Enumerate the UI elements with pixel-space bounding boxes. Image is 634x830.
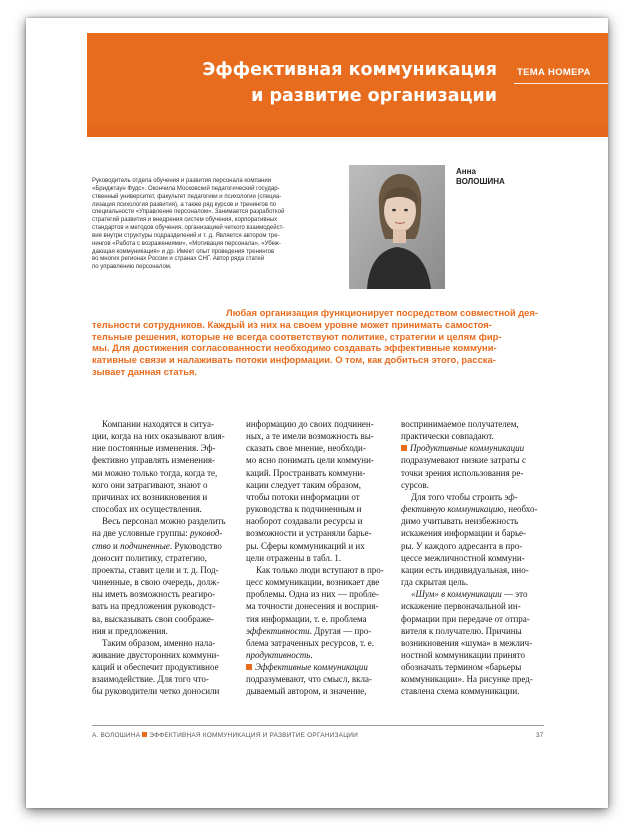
body-line: информацию до своих подчинен- <box>246 419 374 429</box>
bio-line: «Бриджтаун Фудс». Окончила Московский педагогический государ- <box>92 185 280 192</box>
body-column-1 <box>92 418 237 698</box>
body-line: кого они затрагивают, знают о <box>92 479 208 490</box>
body-line: искажение первоначальной ин- <box>401 601 521 612</box>
body-line: бы руководители четко доносили <box>92 686 220 697</box>
body-line: подразумевают, что смысл, вкла- <box>246 674 372 685</box>
body-line: возникновения «шума» в межлич- <box>401 637 533 648</box>
lead-line: зывает данная статья. <box>92 365 198 377</box>
body-line: Таким образом, именно нала- <box>102 637 216 648</box>
body-line: ми можно только тогда, когда те, <box>92 467 218 478</box>
body-line: сказать свое мнение, необходи- <box>246 443 366 454</box>
body-line: каций. Простраивать коммуни- <box>246 467 366 478</box>
body-line: подразумевают низкие затраты с <box>401 455 526 466</box>
section-tag-rule <box>514 83 608 84</box>
body-line: практически совпадают. <box>401 431 494 442</box>
footer-rule <box>92 725 544 726</box>
body-line: Компании находятся в ситуа- <box>102 419 214 429</box>
body-line: цесс коммуникации, возникает две <box>246 577 380 588</box>
article-title-line-1: Эффективная коммуникация <box>202 60 497 80</box>
body-line: каций и обеспечит продуктивное <box>92 662 219 673</box>
page-number: 37 <box>536 732 544 739</box>
body-line: ры. Сферы коммуникаций и их <box>246 540 365 551</box>
article-title-line-2: и развитие организации <box>251 86 497 106</box>
body-line: Весь персонал можно разделить <box>102 516 226 527</box>
footer-title: ЭФФЕКТИВНАЯ КОММУНИКАЦИЯ И РАЗВИТИЕ ОРГАНИЗАЦИИ <box>149 732 358 739</box>
body-line: формации при передаче от отпра- <box>401 613 530 624</box>
lead-line: Любая организация функционирует посредством совместной дея- <box>226 307 538 318</box>
body-column-3 <box>401 418 546 698</box>
body-line: ма точности донесения и восприя- <box>246 601 379 612</box>
body-line: мо ясно понимать цели коммуни- <box>246 455 374 466</box>
body-line: Для того чтобы строить эф- <box>411 491 518 502</box>
body-line: продуктивность. <box>246 649 313 660</box>
body-line: сурсов. <box>401 479 429 490</box>
author-bio <box>92 178 342 272</box>
body-line: ния и предложения. <box>92 625 168 636</box>
article-lead <box>92 307 538 378</box>
body-line: димо учитывать неизбежность <box>401 516 519 527</box>
body-line: руководства к подчиненным и <box>246 504 362 515</box>
body-line: вителя к получателю. Причины <box>401 625 522 636</box>
title-banner <box>87 33 608 137</box>
body-line: эффективности. Другая — про- <box>246 625 372 636</box>
body-line: ции, когда на них оказывают влия- <box>92 431 225 442</box>
lead-line: тельности сотрудников. Каждый из них на своем уровне может принимать самостоя- <box>92 318 492 330</box>
footer-separator <box>142 732 147 737</box>
bio-line: во многих регионах России и странах СНГ. Автор ряда статей <box>92 256 265 263</box>
body-line: способах их осуществления. <box>92 504 202 515</box>
bio-line: лизация психология развития), а также ряд курсов и тренингов по <box>92 201 277 208</box>
author-last-name: ВОЛОШИНА <box>456 177 505 186</box>
body-line: доносит политику, стратегию, <box>92 552 207 563</box>
body-line: взаимодействие. Для того что- <box>92 674 209 685</box>
body-line: искажения информации и барье- <box>401 528 527 539</box>
body-line: воспринимаемое получателем, <box>401 419 519 429</box>
article-title <box>97 57 497 109</box>
body-line: дываемый автором, и значение, <box>246 686 367 697</box>
bio-line: стратегий развития и внедрения систем обучения, корпоративных <box>92 217 278 224</box>
body-line: блема затраченных ресурсов, т. е. <box>246 637 375 648</box>
bio-line: специальности «Управление персоналом». Занимается разработкой <box>92 209 285 216</box>
body-line: гда скрытая цель. <box>401 577 469 588</box>
author-photo <box>349 165 445 289</box>
body-line: фективную коммуникацию, необхо- <box>401 504 538 515</box>
body-line: фективно управлять изменения- <box>92 455 216 466</box>
body-line: Как только люди вступают в про- <box>256 564 384 575</box>
bio-line: нингов «Работа с возражениями», «Мотивация персонала», «Убеж- <box>92 240 281 247</box>
body-line: ние постоянные изменения. Эф- <box>92 443 216 454</box>
lead-line: мы. Для достижения согласованности необходимо создавать эффективные коммуни- <box>92 342 497 354</box>
body-line: наоборот создавали ресурсы и <box>246 516 363 527</box>
body-line: возможности и устраняли барье- <box>246 528 372 539</box>
bio-line: дающая коммуникация» и др. Имеет опыт проведения тренингов <box>92 248 275 255</box>
body-line: ностной коммуникации принято <box>401 649 525 660</box>
body-line: ставлена схема коммуникации. <box>401 686 520 697</box>
body-line: на две условные группы: руковод- <box>92 528 223 539</box>
body-line: Эффективные коммуникации <box>246 661 391 673</box>
bio-line: Руководитель отдела обучения и развития персонала компании <box>92 178 272 184</box>
magazine-page <box>26 18 608 808</box>
body-line: ры. У каждого адресанта в про- <box>401 540 523 551</box>
bio-line: ственный университет, факультет педагогики и психологии (специа- <box>92 193 282 200</box>
body-line: цессе межличностной коммуни- <box>401 552 525 563</box>
body-line: ство и подчиненные. Руководство <box>92 540 222 551</box>
lead-line: тельные решения, которые не всегда соответствуют политике, стратегии и целям фир- <box>92 330 502 342</box>
body-line: тия информации, т. е. проблема <box>246 613 367 624</box>
bullet-marker <box>246 664 252 670</box>
body-line: цели отражены в табл. 1. <box>246 552 342 563</box>
body-line: ва, высказывать свои соображе- <box>92 613 214 624</box>
author-first-name: Анна <box>456 167 476 176</box>
running-footer <box>92 732 358 739</box>
footer-author: А. ВОЛОШИНА <box>92 732 141 739</box>
body-line: ных, а те имели возможность вы- <box>246 431 374 442</box>
body-line: кации есть индивидуальная, ино- <box>401 564 529 575</box>
body-line: причинах их возникновения и <box>92 491 208 502</box>
body-line: обозначать термином «барьеры <box>401 662 522 673</box>
body-line: проблемы. Одна из них — пробле- <box>246 589 379 600</box>
body-line: чтобы потоки информации от <box>246 491 360 502</box>
body-column-2 <box>246 418 391 698</box>
body-line: Продуктивные коммуникации <box>401 442 546 454</box>
body-line: живание двусторонних коммуни- <box>92 649 220 660</box>
body-line: коммуникации». На рисунке пред- <box>401 674 533 685</box>
body-line: кации следует таким образом, <box>246 479 361 490</box>
body-line: «Шум» в коммуникации — это <box>411 589 528 600</box>
bio-line: вия внутри структуры подразделений и т. д. Является автором тре- <box>92 232 280 239</box>
body-line: чиненные, в свою очередь, долж- <box>92 577 220 588</box>
body-line: проекты, ставит цели и т. д. Под- <box>92 564 219 575</box>
body-line: ны иметь возможность реагиро- <box>92 589 216 600</box>
section-tag: ТЕМА НОМЕРА <box>517 67 591 78</box>
author-name <box>456 167 505 187</box>
body-line: вать на предложения руководст- <box>92 601 216 612</box>
body-line: точки зрения использования ре- <box>401 467 524 478</box>
bio-line: по управлению персоналом. <box>92 264 172 271</box>
bio-line: стандартов и методов обучения, организацией четкого взаимодейст- <box>92 225 285 232</box>
lead-line: кативные связи и налаживать потоки информации. О том, как добиться этого, расска- <box>92 354 496 366</box>
bullet-marker <box>401 445 407 451</box>
